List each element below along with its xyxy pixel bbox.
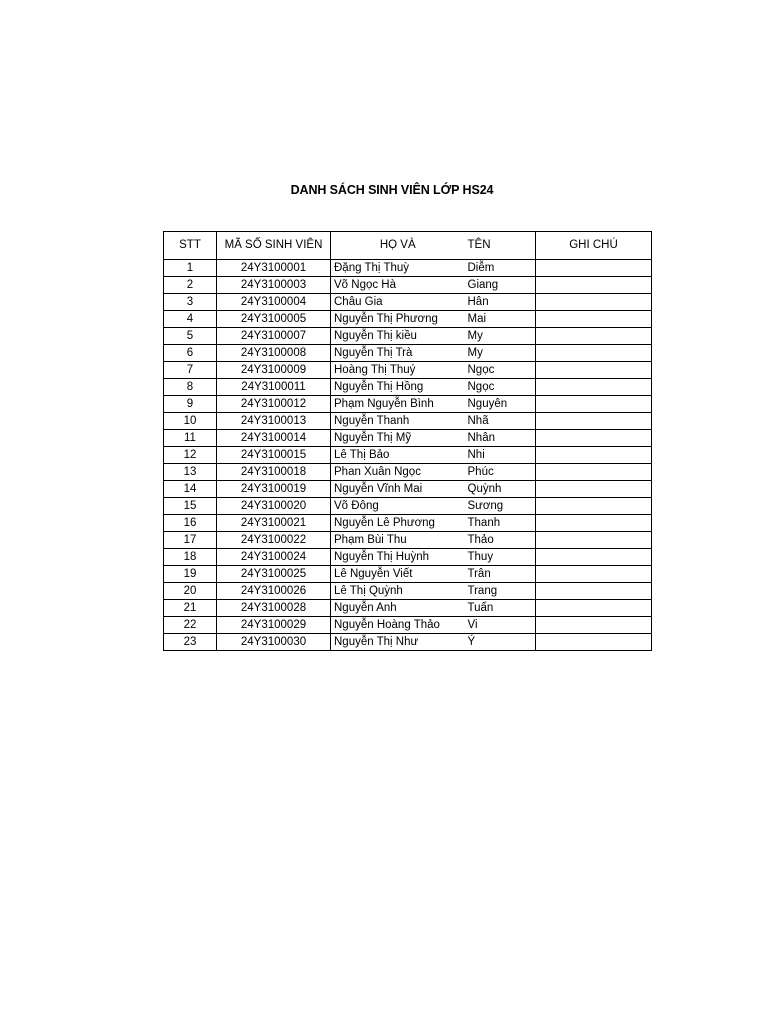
cell-family-name: Hoàng Thị Thuý (331, 362, 465, 379)
cell-student-id: 24Y3100003 (217, 277, 331, 294)
table-row (164, 277, 652, 294)
table-row (164, 396, 652, 413)
cell-student-id: 24Y3100022 (217, 532, 331, 549)
cell-family-name: Võ Ngọc Hà (331, 277, 465, 294)
cell-family-name: Nguyễn Thị Mỹ (331, 430, 465, 447)
cell-given-name: Diễm (465, 260, 536, 277)
cell-given-name: Phúc (465, 464, 536, 481)
cell-notes (536, 277, 652, 294)
table-row (164, 311, 652, 328)
table-row (164, 379, 652, 396)
table-row (164, 413, 652, 430)
cell-given-name: Ngọc (465, 362, 536, 379)
cell-family-name: Nguyễn Thị Như (331, 634, 465, 651)
cell-stt: 3 (164, 294, 217, 311)
cell-family-name: Nguyễn Thị kiều (331, 328, 465, 345)
cell-student-id: 24Y3100019 (217, 481, 331, 498)
cell-family-name: Nguyễn Anh (331, 600, 465, 617)
table-row (164, 617, 652, 634)
cell-student-id: 24Y3100020 (217, 498, 331, 515)
cell-notes (536, 481, 652, 498)
cell-notes (536, 600, 652, 617)
cell-given-name: Nguyên (465, 396, 536, 413)
cell-given-name: Ý (465, 634, 536, 651)
table-row (164, 481, 652, 498)
student-table (163, 231, 652, 651)
cell-stt: 4 (164, 311, 217, 328)
cell-given-name: Hân (465, 294, 536, 311)
table-row (164, 515, 652, 532)
cell-stt: 17 (164, 532, 217, 549)
cell-stt: 2 (164, 277, 217, 294)
cell-given-name: Nhi (465, 447, 536, 464)
cell-stt: 23 (164, 634, 217, 651)
table-row (164, 294, 652, 311)
cell-student-id: 24Y3100013 (217, 413, 331, 430)
cell-given-name: Nhã (465, 413, 536, 430)
table-row (164, 583, 652, 600)
cell-family-name: Nguyễn Thị Hồng (331, 379, 465, 396)
cell-stt: 11 (164, 430, 217, 447)
cell-notes (536, 413, 652, 430)
cell-stt: 5 (164, 328, 217, 345)
cell-stt: 12 (164, 447, 217, 464)
cell-stt: 18 (164, 549, 217, 566)
cell-stt: 14 (164, 481, 217, 498)
cell-given-name: Sương (465, 498, 536, 515)
cell-family-name: Võ Đông (331, 498, 465, 515)
table-row (164, 328, 652, 345)
cell-family-name: Nguyễn Thanh (331, 413, 465, 430)
header-stt: STT (164, 232, 217, 260)
table-row (164, 447, 652, 464)
cell-student-id: 24Y3100011 (217, 379, 331, 396)
cell-notes (536, 430, 652, 447)
cell-family-name: Lê Nguyễn Viết (331, 566, 465, 583)
table-body (164, 260, 652, 651)
table-row (164, 498, 652, 515)
cell-given-name: My (465, 328, 536, 345)
cell-family-name: Đặng Thị Thuỳ (331, 260, 465, 277)
table-row (164, 464, 652, 481)
cell-stt: 10 (164, 413, 217, 430)
cell-stt: 20 (164, 583, 217, 600)
header-given-name: TÊN (465, 232, 536, 260)
cell-notes (536, 379, 652, 396)
cell-student-id: 24Y3100024 (217, 549, 331, 566)
cell-student-id: 24Y3100028 (217, 600, 331, 617)
cell-notes (536, 345, 652, 362)
cell-stt: 22 (164, 617, 217, 634)
header-student-id: MÃ SỐ SINH VIÊN (217, 232, 331, 260)
cell-given-name: My (465, 345, 536, 362)
cell-student-id: 24Y3100018 (217, 464, 331, 481)
cell-notes (536, 515, 652, 532)
cell-student-id: 24Y3100026 (217, 583, 331, 600)
cell-stt: 1 (164, 260, 217, 277)
cell-stt: 9 (164, 396, 217, 413)
cell-family-name: Nguyễn Thị Trà (331, 345, 465, 362)
cell-stt: 8 (164, 379, 217, 396)
cell-notes (536, 634, 652, 651)
cell-family-name: Lê Thị Bảo (331, 447, 465, 464)
header-family-name: HỌ VÀ (331, 232, 465, 260)
document-title: DANH SÁCH SINH VIÊN LỚP HS24 (290, 183, 494, 197)
table-row (164, 634, 652, 651)
cell-student-id: 24Y3100014 (217, 430, 331, 447)
cell-notes (536, 362, 652, 379)
cell-student-id: 24Y3100012 (217, 396, 331, 413)
cell-student-id: 24Y3100009 (217, 362, 331, 379)
cell-given-name: Giang (465, 277, 536, 294)
cell-family-name: Nguyễn Lê Phương (331, 515, 465, 532)
table-row (164, 549, 652, 566)
cell-notes (536, 617, 652, 634)
cell-student-id: 24Y3100004 (217, 294, 331, 311)
cell-stt: 19 (164, 566, 217, 583)
cell-given-name: Tuấn (465, 600, 536, 617)
cell-stt: 15 (164, 498, 217, 515)
cell-given-name: Thuy (465, 549, 536, 566)
cell-given-name: Vi (465, 617, 536, 634)
cell-given-name: Ngọc (465, 379, 536, 396)
cell-notes (536, 311, 652, 328)
cell-notes (536, 532, 652, 549)
cell-family-name: Phạm Nguyễn Bình (331, 396, 465, 413)
cell-student-id: 24Y3100008 (217, 345, 331, 362)
table-row (164, 566, 652, 583)
table-row (164, 430, 652, 447)
cell-student-id: 24Y3100005 (217, 311, 331, 328)
table-row (164, 345, 652, 362)
cell-notes (536, 464, 652, 481)
cell-notes (536, 447, 652, 464)
cell-family-name: Châu Gia (331, 294, 465, 311)
cell-stt: 13 (164, 464, 217, 481)
cell-student-id: 24Y3100030 (217, 634, 331, 651)
cell-stt: 7 (164, 362, 217, 379)
cell-family-name: Nguyễn Hoàng Thảo (331, 617, 465, 634)
header-notes: GHI CHÚ (536, 232, 652, 260)
cell-given-name: Trang (465, 583, 536, 600)
cell-notes (536, 294, 652, 311)
table-row (164, 362, 652, 379)
cell-notes (536, 396, 652, 413)
cell-stt: 6 (164, 345, 217, 362)
cell-notes (536, 549, 652, 566)
table-row (164, 532, 652, 549)
cell-family-name: Nguyễn Vĩnh Mai (331, 481, 465, 498)
cell-notes (536, 583, 652, 600)
table-header-row (164, 232, 652, 260)
cell-given-name: Thảo (465, 532, 536, 549)
table-row (164, 260, 652, 277)
cell-notes (536, 498, 652, 515)
cell-stt: 21 (164, 600, 217, 617)
cell-family-name: Lê Thị Quỳnh (331, 583, 465, 600)
cell-student-id: 24Y3100029 (217, 617, 331, 634)
cell-student-id: 24Y3100015 (217, 447, 331, 464)
cell-student-id: 24Y3100025 (217, 566, 331, 583)
cell-notes (536, 328, 652, 345)
cell-given-name: Thanh (465, 515, 536, 532)
cell-student-id: 24Y3100007 (217, 328, 331, 345)
cell-student-id: 24Y3100001 (217, 260, 331, 277)
table-row (164, 600, 652, 617)
cell-family-name: Phan Xuân Ngọc (331, 464, 465, 481)
cell-student-id: 24Y3100021 (217, 515, 331, 532)
cell-notes (536, 566, 652, 583)
cell-given-name: Quỳnh (465, 481, 536, 498)
cell-given-name: Mai (465, 311, 536, 328)
cell-notes (536, 260, 652, 277)
cell-stt: 16 (164, 515, 217, 532)
cell-family-name: Phạm Bùi Thu (331, 532, 465, 549)
cell-given-name: Trân (465, 566, 536, 583)
cell-given-name: Nhân (465, 430, 536, 447)
cell-family-name: Nguyễn Thị Phương (331, 311, 465, 328)
cell-family-name: Nguyễn Thị Huỳnh (331, 549, 465, 566)
